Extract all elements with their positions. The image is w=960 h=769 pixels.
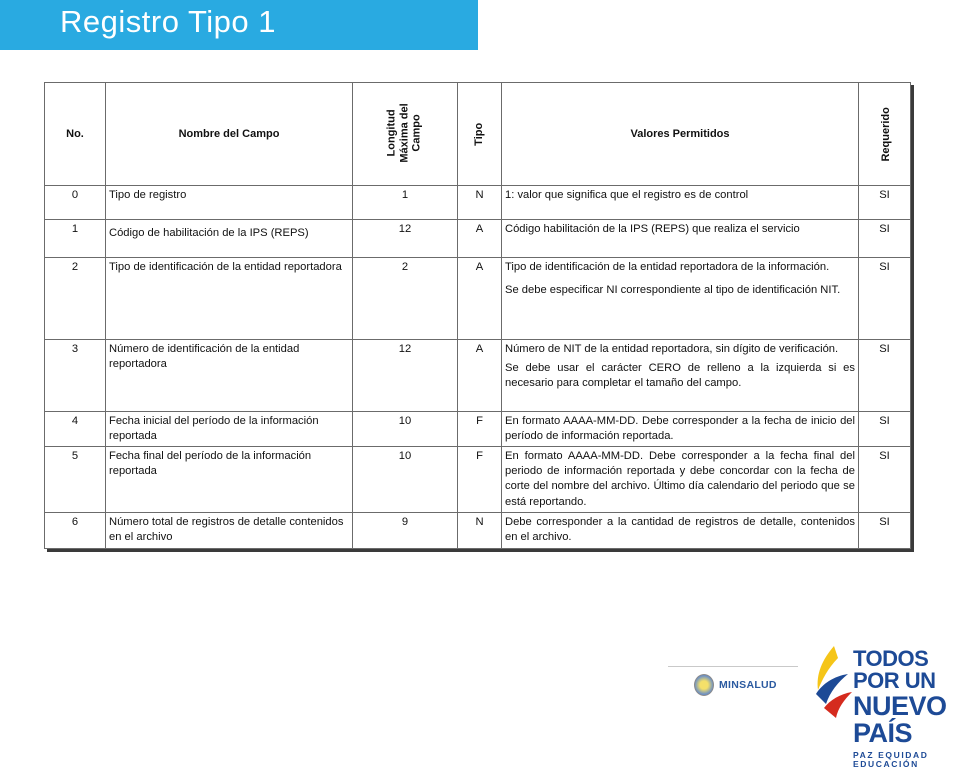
cell-nombre: Tipo de registro [106,186,353,220]
header-longitud-label: Longitud Máxima del Campo [386,103,424,164]
cell-requerido: SI [859,447,911,512]
valores-text: Código habilitación de la IPS (REPS) que realiza el servicio [505,223,800,235]
cell-valores [502,412,859,447]
cell-no: 0 [45,186,106,220]
cell-valores [502,220,859,258]
cell-no: 6 [45,512,106,548]
registro-table [44,82,911,549]
valores-text: Tipo de identificación de la entidad reportadora de la información. [505,261,830,273]
cell-tipo: F [458,412,502,447]
cell-longitud: 1 [353,186,458,220]
cell-requerido: SI [859,412,911,447]
cell-valores [502,512,859,548]
footer-logos [668,638,960,769]
cell-valores [502,340,859,412]
valores-text: Debe corresponder a la cantidad de registros de detalle, contenidos en el archivo. [505,515,855,543]
table-row [45,340,911,412]
cell-no: 1 [45,220,106,258]
header-tipo [458,83,502,186]
valores-text: Número de NIT de la entidad reportadora, sin dígito de verificación. [505,343,839,355]
slide-title: Registro Tipo 1 [60,4,276,39]
valores-text: 1: valor que significa que el registro es de control [505,189,749,201]
cell-nombre: Número de identificación de la entidad reportadora [106,340,353,412]
cell-no: 3 [45,340,106,412]
cell-tipo: A [458,340,502,412]
cell-longitud: 9 [353,512,458,548]
cell-nombre: Número total de registros de detalle contenidos en el archivo [106,512,353,548]
cell-requerido: SI [859,186,911,220]
slogan-logo [853,648,960,768]
slogan-line-3: PAZ EQUIDAD EDUCACIÓN [853,749,929,769]
cell-longitud: 10 [353,447,458,512]
minsalud-label: MINSALUD [719,679,777,691]
cell-no: 2 [45,258,106,340]
cell-requerido: SI [859,258,911,340]
header-tipo-label: Tipo [473,122,486,146]
cell-nombre: Fecha inicial del período de la información reportada [106,412,353,447]
cell-longitud: 12 [353,220,458,258]
cell-requerido: SI [859,340,911,412]
valores-note: Se debe especificar NI correspondiente al tipo de identificación NIT. [505,284,841,297]
table-row [45,412,911,447]
cell-valores [502,258,859,340]
cell-nombre: Tipo de identificación de la entidad reportadora [106,258,353,340]
valores-note: Se debe usar el carácter CERO de relleno a la izquierda si es necesario para completar el tamaño del campo. [505,362,855,390]
cell-tipo: N [458,512,502,548]
cell-tipo: A [458,220,502,258]
cell-valores [502,447,859,512]
valores-text: En formato AAAA-MM-DD. Debe corresponder a la fecha de inicio del período de información reportada. [505,415,855,443]
nombre-text: Código de habilitación de la IPS (REPS) [109,227,309,239]
cell-tipo: A [458,258,502,340]
table-row [45,447,911,512]
table-row [45,512,911,548]
cell-requerido: SI [859,512,911,548]
flag-brush-icon [808,644,854,720]
cell-longitud: 10 [353,412,458,447]
cell-no: 5 [45,447,106,512]
table-row [45,258,911,340]
header-valores: Valores Permitidos [502,83,859,186]
cell-no: 4 [45,412,106,447]
title-bar [0,0,478,50]
cell-valores [502,186,859,220]
table-header-row [45,83,911,186]
minsalud-logo [694,674,777,696]
table-row [45,220,911,258]
header-nombre: Nombre del Campo [106,83,353,186]
table-row [45,186,911,220]
cell-longitud: 12 [353,340,458,412]
logo-divider [668,666,798,667]
header-no: No. [45,83,106,186]
slogan-line-1: TODOS POR UN [853,646,936,694]
slogan-line-2: NUEVO PAÍS [853,690,947,749]
coat-of-arms-icon [694,674,714,696]
cell-requerido: SI [859,220,911,258]
cell-tipo: F [458,447,502,512]
header-longitud [353,83,458,186]
cell-longitud: 2 [353,258,458,340]
cell-tipo: N [458,186,502,220]
cell-nombre [106,220,353,258]
header-requerido [859,83,911,186]
header-requerido-label: Requerido [879,106,892,162]
valores-text: En formato AAAA-MM-DD. Debe corresponder a la fecha final del periodo de información reportada y debe concordar con la fecha de corte del nombre del archivo. Último día calendario del periodo que se está reportando. [505,450,855,508]
cell-nombre: Fecha final del período de la información reportada [106,447,353,512]
